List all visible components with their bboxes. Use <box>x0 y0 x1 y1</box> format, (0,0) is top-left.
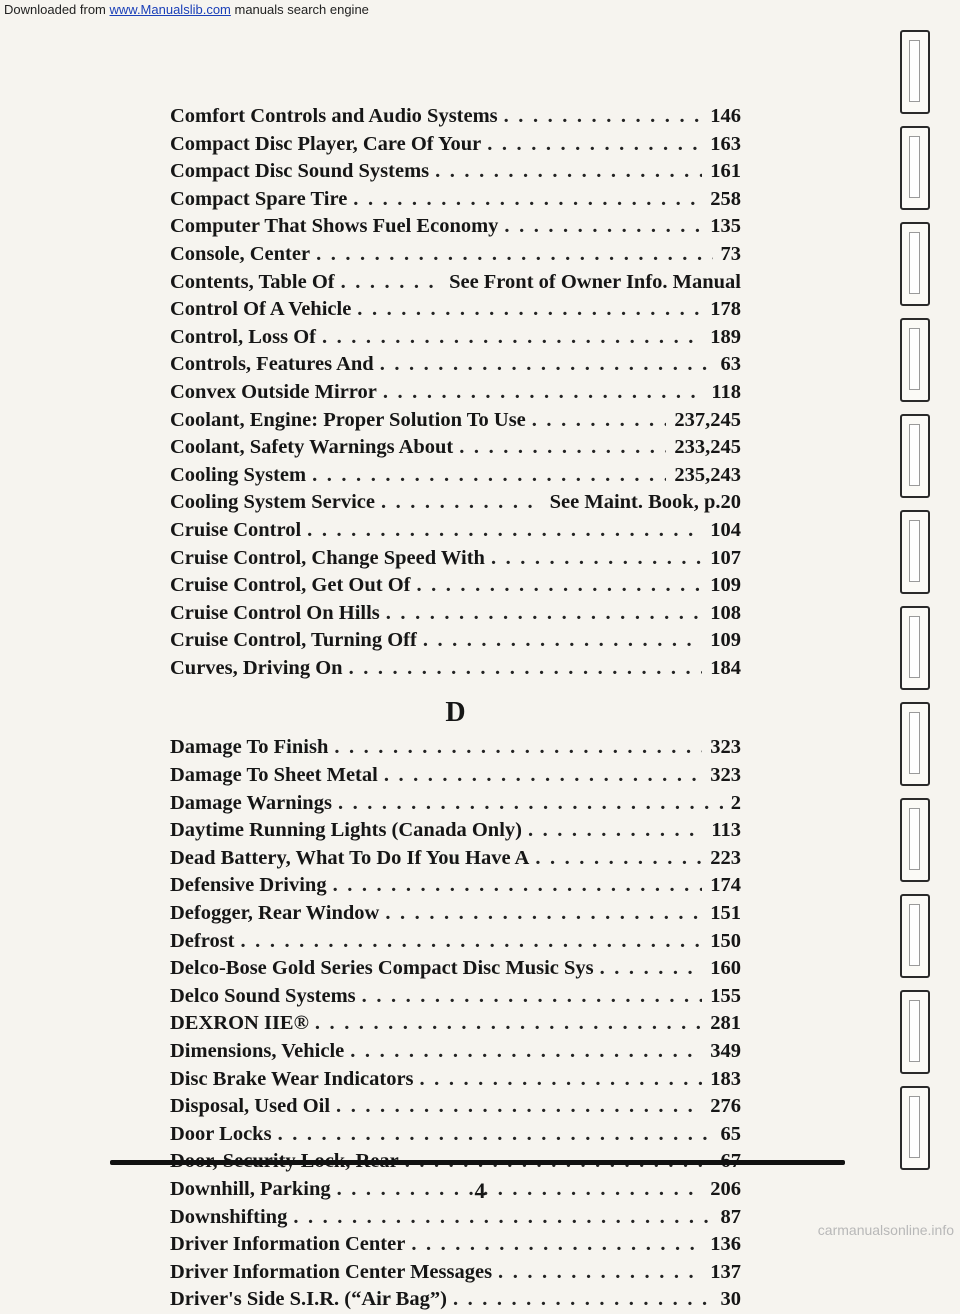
dot-leader <box>293 1204 712 1232</box>
dot-leader <box>241 928 703 956</box>
index-entry <box>170 1259 741 1287</box>
entry-page: 63 <box>720 353 741 376</box>
entry-title: Daytime Running Lights (Canada Only) <box>170 819 522 842</box>
dot-leader <box>411 1231 702 1259</box>
entry-title: Controls, Features And <box>170 353 374 376</box>
entry-page: 108 <box>710 601 741 624</box>
dot-leader <box>357 296 702 324</box>
index-entry <box>170 434 741 462</box>
dot-leader <box>504 213 702 241</box>
entry-page: 189 <box>710 325 741 348</box>
entry-page: 160 <box>710 957 741 980</box>
entry-page: 323 <box>710 764 741 787</box>
dot-leader <box>338 790 723 818</box>
entry-title: Cruise Control, Turning Off <box>170 629 417 652</box>
dot-leader <box>532 407 667 435</box>
footer-rule <box>110 1160 845 1165</box>
index-entry <box>170 517 741 545</box>
entry-page: 2 <box>730 791 741 814</box>
index-entry <box>170 1093 741 1121</box>
index-entry <box>170 489 741 517</box>
entry-title: Control Of A Vehicle <box>170 298 352 321</box>
index-entry <box>170 379 741 407</box>
entry-page: 136 <box>710 1233 741 1256</box>
entry-title: Driver Information Center Messages <box>170 1260 493 1283</box>
index-list <box>170 103 741 1314</box>
dot-leader <box>334 734 702 762</box>
dot-leader <box>420 1066 703 1094</box>
dot-leader <box>349 655 703 683</box>
section-tab <box>900 798 930 882</box>
index-entry <box>170 655 741 683</box>
entry-page: 349 <box>710 1040 741 1062</box>
entry-page: 233,245 <box>674 436 741 459</box>
index-entry <box>170 900 741 928</box>
entry-page: 155 <box>710 984 741 1007</box>
index-entry <box>170 572 741 600</box>
index-entry <box>170 1121 741 1149</box>
dot-leader <box>341 269 441 297</box>
index-entry <box>170 131 741 159</box>
index-entry <box>170 213 741 241</box>
section-tab <box>900 606 930 690</box>
download-banner <box>4 2 369 17</box>
entry-title: DEXRON IIE® <box>170 1012 309 1035</box>
dot-leader <box>416 572 702 600</box>
entry-page: 237,245 <box>674 408 741 431</box>
entry-title: Driver's Side S.I.R. (“Air Bag”) <box>170 1288 447 1311</box>
dot-leader <box>498 1259 702 1287</box>
index-entry <box>170 1231 741 1259</box>
index-entry <box>170 158 741 186</box>
entry-title: Dimensions, Vehicle <box>170 1040 345 1062</box>
index-entry <box>170 872 741 900</box>
entry-title: Cooling System Service <box>170 491 375 514</box>
index-entry <box>170 845 741 873</box>
entry-title: Delco Sound Systems <box>170 984 356 1007</box>
entry-page: See Maint. Book, p.20 <box>549 491 741 514</box>
dot-leader <box>384 762 702 790</box>
dot-leader <box>504 103 703 131</box>
entry-title: Curves, Driving On <box>170 656 343 679</box>
entry-page: 73 <box>720 242 741 265</box>
dot-leader <box>362 983 703 1011</box>
entry-page: 150 <box>710 929 741 952</box>
dot-leader <box>312 462 666 490</box>
entry-title: Cruise Control, Change Speed With <box>170 546 485 569</box>
entry-page: 276 <box>710 1095 741 1118</box>
entry-title: Dead Battery, What To Do If You Have A <box>170 846 530 869</box>
dot-leader <box>385 900 702 928</box>
entry-page: 183 <box>710 1067 741 1090</box>
index-entry <box>170 790 741 818</box>
entry-title: Cruise Control, Get Out Of <box>170 574 411 597</box>
section-tab <box>900 318 930 402</box>
dot-leader <box>315 1010 702 1038</box>
entry-page: 118 <box>711 380 741 403</box>
entry-title: Coolant, Safety Warnings About <box>170 436 454 459</box>
index-entry <box>170 269 741 297</box>
entry-title: Convex Outside Mirror <box>170 380 377 403</box>
dot-leader <box>350 1038 702 1066</box>
entry-title: Door Locks <box>170 1122 272 1145</box>
entry-page: 30 <box>720 1288 741 1311</box>
entry-page: 258 <box>710 187 741 210</box>
entry-title: Downshifting <box>170 1205 288 1228</box>
dot-leader <box>383 379 704 407</box>
entry-page: 113 <box>711 819 741 842</box>
entry-title: Cooling System <box>170 463 307 486</box>
dot-leader <box>278 1121 713 1149</box>
entry-title: Compact Disc Sound Systems <box>170 160 430 183</box>
index-entry <box>170 241 741 269</box>
dot-leader <box>333 872 703 900</box>
index-entry <box>170 103 741 131</box>
dot-leader <box>453 1286 713 1314</box>
dot-leader <box>380 351 713 379</box>
index-entry <box>170 351 741 379</box>
dot-leader <box>435 158 702 186</box>
index-entry <box>170 1286 741 1314</box>
index-entry <box>170 324 741 352</box>
entry-page: 184 <box>710 656 741 679</box>
entry-page: 281 <box>710 1012 741 1035</box>
manualslib-link[interactable]: www.Manualslib.com <box>109 2 231 17</box>
entry-title: Damage To Sheet Metal <box>170 764 378 787</box>
entry-title: Compact Spare Tire <box>170 187 348 210</box>
entry-page: 235,243 <box>674 463 741 486</box>
banner-suffix: manuals search engine <box>230 2 369 17</box>
dot-leader <box>487 131 702 159</box>
index-entry <box>170 762 741 790</box>
dot-leader <box>528 817 703 845</box>
entry-page: 323 <box>710 736 741 759</box>
section-heading-d: D <box>445 697 466 729</box>
index-entry <box>170 462 741 490</box>
dot-leader <box>336 1093 702 1121</box>
dot-leader <box>353 186 702 214</box>
entry-title: Damage To Finish <box>170 736 329 759</box>
dot-leader <box>491 545 702 573</box>
entry-page: 146 <box>710 105 741 127</box>
entry-page: 87 <box>720 1205 741 1228</box>
section-tab <box>900 126 930 210</box>
index-entry <box>170 1066 741 1094</box>
index-entry <box>170 955 741 983</box>
index-entry <box>170 296 741 324</box>
entry-title: Coolant, Engine: Proper Solution To Use <box>170 408 526 431</box>
watermark: carmanualsonline.info <box>817 1222 954 1238</box>
index-entry <box>170 627 741 655</box>
entry-page: 163 <box>710 132 741 155</box>
section-tab <box>900 990 930 1074</box>
entry-title: Cruise Control On Hills <box>170 601 380 624</box>
entry-page: 109 <box>710 629 741 652</box>
entry-page: 135 <box>710 215 741 238</box>
dot-leader <box>600 955 703 983</box>
index-entry <box>170 1010 741 1038</box>
entry-page: 109 <box>710 574 741 597</box>
dot-leader <box>381 489 542 517</box>
entry-title: Defrost <box>170 929 235 952</box>
dot-leader <box>316 241 712 269</box>
index-entry <box>170 817 741 845</box>
entry-title: Defensive Driving <box>170 874 327 897</box>
entry-title: Defogger, Rear Window <box>170 902 380 925</box>
entry-title: Computer That Shows Fuel Economy <box>170 215 499 238</box>
section-tab <box>900 702 930 786</box>
index-entry <box>170 1204 741 1232</box>
entry-title: Disc Brake Wear Indicators <box>170 1067 414 1090</box>
banner-prefix: Downloaded from <box>4 2 110 17</box>
page-number: 4 <box>474 1178 486 1203</box>
index-entry <box>170 928 741 956</box>
entry-page: See Front of Owner Info. Manual <box>449 270 741 293</box>
dot-leader <box>423 627 702 655</box>
dot-leader <box>535 845 702 873</box>
entry-title: Driver Information Center <box>170 1233 406 1256</box>
dot-leader <box>459 434 666 462</box>
entry-page: 161 <box>710 160 741 183</box>
index-entry <box>170 734 741 762</box>
index-entry <box>170 1038 741 1066</box>
entry-title: Downhill, Parking <box>170 1177 331 1200</box>
entry-page: 206 <box>710 1177 741 1200</box>
entry-page: 104 <box>710 518 741 541</box>
dot-leader <box>322 324 702 352</box>
index-entry <box>170 545 741 573</box>
section-tab <box>900 30 930 114</box>
entry-title: Comfort Controls and Audio Systems <box>170 105 498 127</box>
entry-page: 174 <box>710 874 741 897</box>
entry-title: Damage Warnings <box>170 791 332 814</box>
section-tab <box>900 222 930 306</box>
index-entry <box>170 186 741 214</box>
entry-page: 107 <box>710 546 741 569</box>
entry-title: Contents, Table Of <box>170 270 335 293</box>
entry-title: Cruise Control <box>170 518 302 541</box>
entry-title: Compact Disc Player, Care Of Your <box>170 132 482 155</box>
entry-title: Control, Loss Of <box>170 325 316 348</box>
index-section-d <box>170 734 741 1313</box>
index-entry <box>170 600 741 628</box>
entry-page: 223 <box>710 846 741 869</box>
index-section-c <box>170 103 741 682</box>
entry-title: Delco-Bose Gold Series Compact Disc Music Sys <box>170 957 594 980</box>
section-tab <box>900 1086 930 1170</box>
section-tab <box>900 414 930 498</box>
dot-leader <box>307 517 702 545</box>
dot-leader <box>386 600 702 628</box>
index-entry <box>170 983 741 1011</box>
entry-title: Disposal, Used Oil <box>170 1095 331 1118</box>
entry-title: Console, Center <box>170 242 311 265</box>
entry-page: 65 <box>720 1122 741 1145</box>
section-tab <box>900 894 930 978</box>
index-entry <box>170 407 741 435</box>
entry-page: 137 <box>710 1260 741 1283</box>
entry-page: 178 <box>710 298 741 321</box>
entry-page: 151 <box>710 902 741 925</box>
section-tab <box>900 510 930 594</box>
